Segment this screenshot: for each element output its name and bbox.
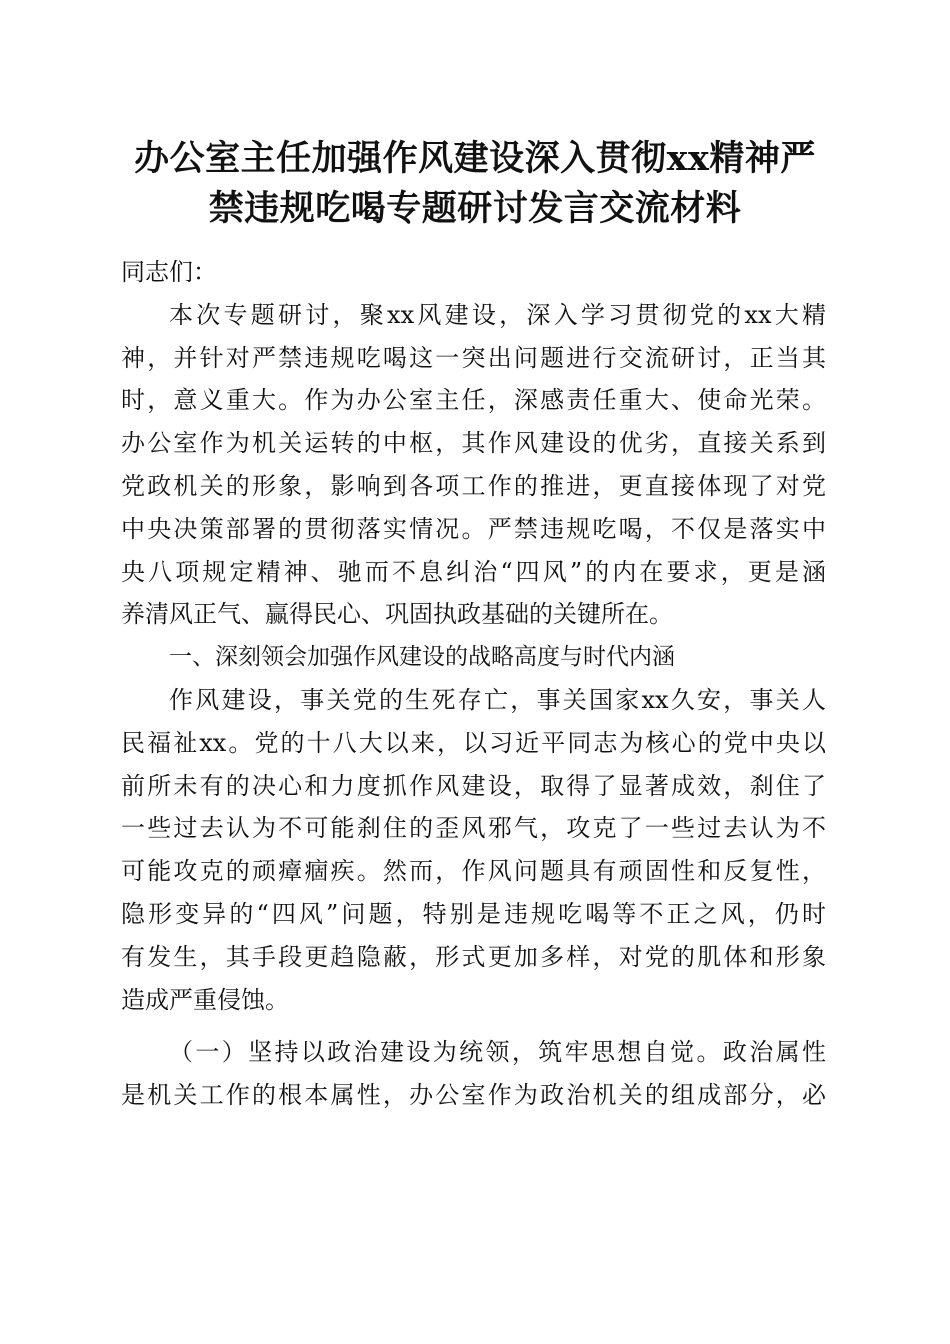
- paragraph-line: （一）坚持以政治建设为统领，筑牢思想自觉。政治属性: [169, 1038, 826, 1067]
- title-line-1: 办公室主任加强作风建设深入贯彻xx精神严: [134, 138, 816, 179]
- document-body: [121, 251, 826, 1117]
- paragraph-line: 养清风正气、赢得民心、巩固执政基础的关键所在。: [121, 600, 673, 629]
- paragraph-line: 隐形变异的“四风”问题，特别是违规吃喝等不正之风，仍时: [121, 899, 826, 928]
- paragraph-line: 央八项规定精神、驰而不息纠治“四风”的内在要求，更是涵: [121, 557, 826, 586]
- paragraph-line: 前所未有的决心和力度抓作风建设，取得了显著成效，刹住了: [121, 771, 826, 800]
- paragraph-intro: [121, 294, 826, 636]
- paragraph-line: 造成严重侵蚀。: [121, 985, 289, 1014]
- paragraph-line: 办公室作为机关运转的中枢，其作风建设的优劣，直接关系到: [121, 429, 826, 458]
- paragraph-line: 是机关工作的根本属性，办公室作为政治机关的组成部分，必: [121, 1081, 826, 1110]
- paragraph-subsection-1: [121, 1031, 826, 1117]
- paragraph-line: 党政机关的形象，影响到各项工作的推进，更直接体现了对党: [121, 471, 826, 500]
- paragraph-line: 时，意义重大。作为办公室主任，深感责任重大、使命光荣。: [121, 386, 826, 415]
- paragraph-line: 民福祉xx。党的十八大以来，以习近平同志为核心的党中央以: [121, 728, 826, 757]
- paragraph-section-1: [121, 679, 826, 1021]
- title-line-2: 禁违规吃喝专题研讨发言交流材料: [208, 188, 742, 229]
- paragraph-line: 神，并针对严禁违规吃喝这一突出问题进行交流研讨，正当其: [121, 343, 826, 372]
- paragraph-line: 有发生，其手段更趋隐蔽，形式更加多样，对党的肌体和形象: [121, 942, 826, 971]
- paragraph-line: 中央决策部署的贯彻落实情况。严禁违规吃喝，不仅是落实中: [121, 514, 826, 543]
- paragraph-line: 作风建设，事关党的生死存亡，事关国家xx久安，事关人: [169, 685, 826, 714]
- document-title: [110, 134, 840, 234]
- paragraph-line: 可能攻克的顽瘴痼疾。然而，作风问题具有顽固性和反复性，: [121, 857, 826, 886]
- salutation: 同志们：: [121, 258, 217, 286]
- paragraph-line: 本次专题研讨，聚xx风建设，深入学习贯彻党的xx大精: [169, 300, 826, 329]
- spacer: [121, 1021, 826, 1031]
- section-heading-1: 一、深刻领会加强作风建设的战略高度与时代内涵: [169, 644, 675, 671]
- paragraph-line: 一些过去认为不可能刹住的歪风邪气，攻克了一些过去认为不: [121, 814, 826, 843]
